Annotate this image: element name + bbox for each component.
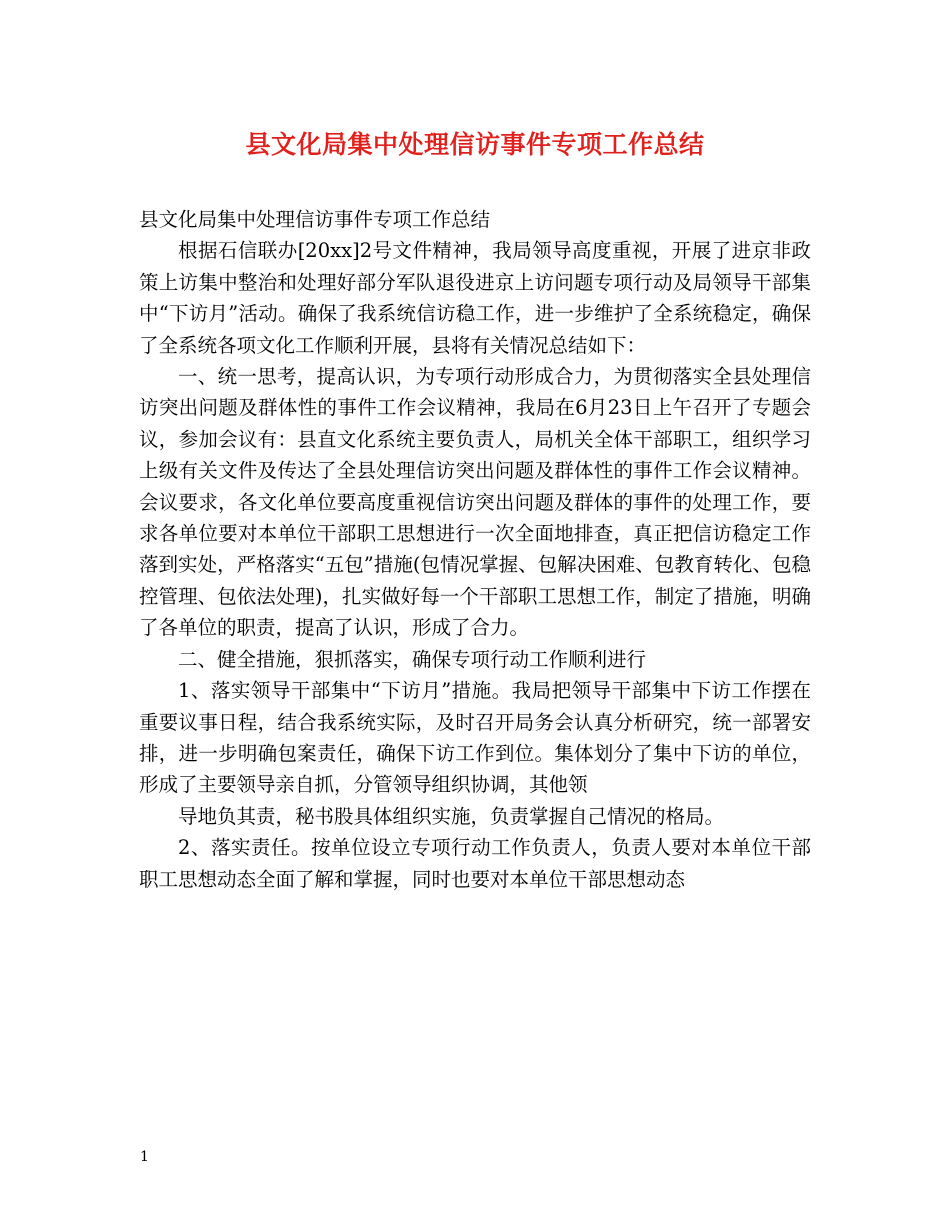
document-body: [139, 204, 811, 895]
paragraph-item-one-continued: 导地负其责，秘书股具体组织实施，负责掌握自己情况的格局。: [178, 804, 725, 828]
paragraph-item-two: 2、落实责任。按单位设立专项行动工作负责人，负责人要对本单位干部职工思想动态全面了解和掌握，同时也要对本单位干部思想动态: [139, 836, 811, 891]
document-title: 县文化局集中处理信访事件专项工作总结: [245, 130, 705, 159]
paragraph-item-one: 1、落实领导干部集中“下访月”措施。我局把领导干部集中下访工作摆在重要议事日程，结合我系统实际，及时召开局务会认真分析研究，统一部署安排，进一步明确包案责任，确保下访工作到位。集体划分了集中下访的单位，形成了主要领导亲自抓，分管领导组织协调，其他领: [139, 679, 811, 797]
page-number: 1: [140, 1149, 149, 1165]
paragraph-intro: 根据石信联办[20xx]2号文件精神，我局领导高度重视，开展了进京非政策上访集中整治和处理好部分军队退役进京上访问题专项行动及局领导干部集中“下访月”活动。确保了我系统信访稳工作，进一步维护了全系统稳定，确保了全系统各项文化工作顺利开展，县将有关情况总结如下：: [139, 239, 811, 357]
paragraph-section-two-heading: 二、健全措施，狠抓落实，确保专项行动工作顺利进行: [178, 647, 647, 671]
paragraph-section-one: 一、统一思考，提高认识，为专项行动形成合力，为贯彻落实全县处理信访突出问题及群体性的事件工作会议精神，我局在6月23日上午召开了专题会议，参加会议有：县直文化系统主要负责人，局机关全体干部职工，组织学习上级有关文件及传达了全县处理信访突出问题及群体性的事件工作会议精神。会议要求，各文化单位要高度重视信访突出问题及群体的事件的处理工作，要求各单位要对本单位干部职工思想进行一次全面地排查，真正把信访稳定工作落到实处，严格落实“五包”措施(包情况掌握、包解决困难、包教育转化、包稳控管理、包依法处理)，扎实做好每一个干部职工思想工作，制定了措施，明确了各单位的职责，提高了认识，形成了合力。: [139, 365, 811, 640]
body-heading: 县文化局集中处理信访事件专项工作总结: [139, 208, 491, 231]
